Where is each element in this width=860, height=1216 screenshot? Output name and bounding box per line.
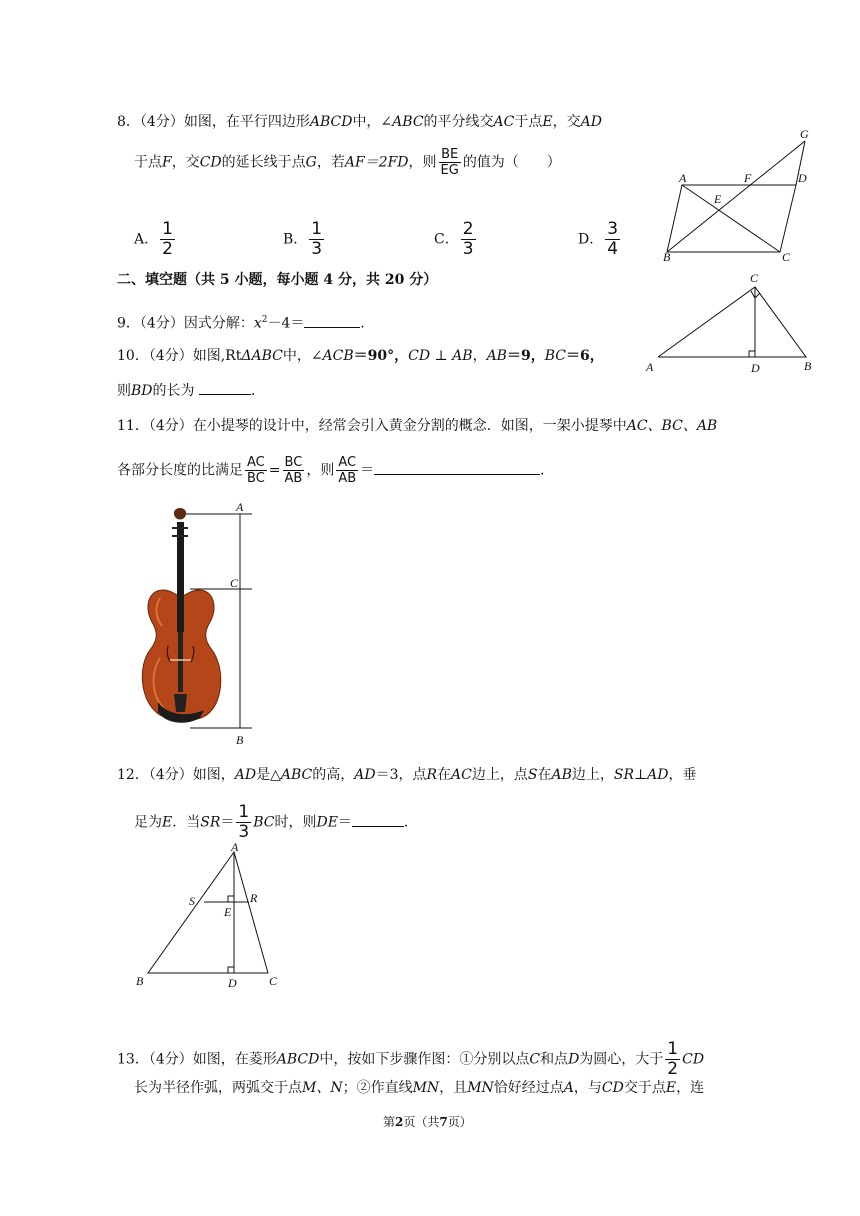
fig12-label-s: S bbox=[189, 894, 195, 908]
fig8-label-g: G bbox=[800, 127, 809, 141]
q13-line1: 13．（4分）如图，在菱形ABCD中，按如下步骤作图：①分别以点C和点D为圆心，大于 $\frac{1}{2}$ CD bbox=[117, 1039, 705, 1079]
q12-line2: 足为E．当SR＝ $\frac{1}{3}$ BC时，则DE＝ ． bbox=[134, 802, 418, 842]
fig11-label-b: B bbox=[236, 733, 244, 747]
fig10-label-d: D bbox=[751, 361, 760, 375]
q8-parallelogram-figure bbox=[655, 125, 820, 265]
q12-fraction: $\frac{1}{3}$ bbox=[238, 802, 250, 842]
violin-icon bbox=[142, 508, 220, 723]
page-footer: 第2页（共7页） bbox=[383, 1115, 472, 1129]
fig12-label-d: D bbox=[228, 976, 237, 990]
q11-line2: 各部分长度的比满足 $\frac{AC}{BC}$ = $\frac{BC}{AB}$ ，则 $\frac{AC}{AB}$ ＝ ． bbox=[117, 455, 555, 486]
q11-fraction-3: $\frac{AC}{AB}$ bbox=[338, 455, 357, 486]
fig12-label-b: B bbox=[136, 974, 144, 988]
q8-option-a: A． $\frac{1}{2}$ bbox=[134, 219, 173, 259]
section-2-heading: 二、填空题（共 5 小题，每小题 4 分，共 20 分） bbox=[117, 272, 438, 288]
fig10-label-c: C bbox=[750, 271, 759, 285]
q11-fraction-2: $\frac{BC}{AB}$ bbox=[284, 455, 303, 486]
q9-answer-blank bbox=[304, 313, 360, 328]
fig10-label-b: B bbox=[804, 359, 812, 373]
q10-triangle-figure bbox=[642, 268, 820, 378]
fig12-label-r: R bbox=[250, 891, 258, 905]
q10-line1: 10．（4分）如图,RtΔABC中，∠ACB＝90°，CD ⊥ AB，AB＝9，BC＝6， bbox=[117, 348, 604, 364]
fig8-label-c: C bbox=[782, 250, 791, 264]
q11-line1: 11．（4分）在小提琴的设计中，经常会引入黄金分割的概念．如图，一架小提琴中AC、BC、AB bbox=[117, 418, 718, 434]
q10-answer-blank bbox=[199, 380, 251, 395]
q11-answer-blank bbox=[374, 460, 540, 475]
fig11-label-a: A bbox=[236, 500, 244, 514]
fig12-label-e: E bbox=[224, 905, 232, 919]
q11-violin-figure bbox=[130, 498, 270, 750]
fig11-label-c: C bbox=[230, 576, 239, 590]
q10-line2: 则BD的长为 ． bbox=[117, 380, 265, 401]
fig12-label-c: C bbox=[269, 974, 278, 988]
fig8-label-e: E bbox=[714, 192, 722, 206]
fig8-label-b: B bbox=[663, 250, 671, 264]
q13-fraction: $\frac{1}{2}$ bbox=[667, 1039, 679, 1079]
q12-line1: 12．（4分）如图，AD是△ABC的高，AD＝3，点R在AC边上，点S在AB边上，SR⊥AD，垂 bbox=[117, 767, 697, 783]
q12-triangle-figure bbox=[128, 838, 293, 998]
fig10-label-a: A bbox=[646, 360, 654, 374]
fig12-label-a: A bbox=[231, 840, 239, 854]
q12-answer-blank bbox=[352, 812, 404, 827]
q8-option-c: C． $\frac{2}{3}$ bbox=[434, 219, 474, 259]
q8-line1: 8．（4分）如图，在平行四边形ABCD中，∠ABC的平分线交AC于点E，交AD bbox=[117, 114, 602, 130]
q8-option-b: B． $\frac{1}{3}$ bbox=[283, 219, 323, 259]
q9-line: 9．（4分）因式分解：$x^2-4=$ ． bbox=[117, 310, 374, 334]
q11-fraction-1: $\frac{AC}{BC}$ bbox=[247, 455, 265, 486]
fig8-label-a: A bbox=[679, 171, 687, 185]
q8-fraction: $\frac{BE}{EG}$ bbox=[440, 147, 459, 178]
fig8-label-f: F bbox=[744, 171, 752, 185]
q13-line2: 长为半径作弧，两弧交于点M、N；②作直线MN，且MN恰好经过点A，与CD交于点E，连 bbox=[134, 1080, 705, 1096]
q8-line2: 于点F，交CD的延长线于点G，若AF＝2FD，则 $\frac{BE}{EG}$ 的值为（ ） bbox=[134, 147, 561, 178]
fig8-label-d: D bbox=[798, 171, 807, 185]
q8-option-d: D． $\frac{3}{4}$ bbox=[578, 219, 619, 259]
